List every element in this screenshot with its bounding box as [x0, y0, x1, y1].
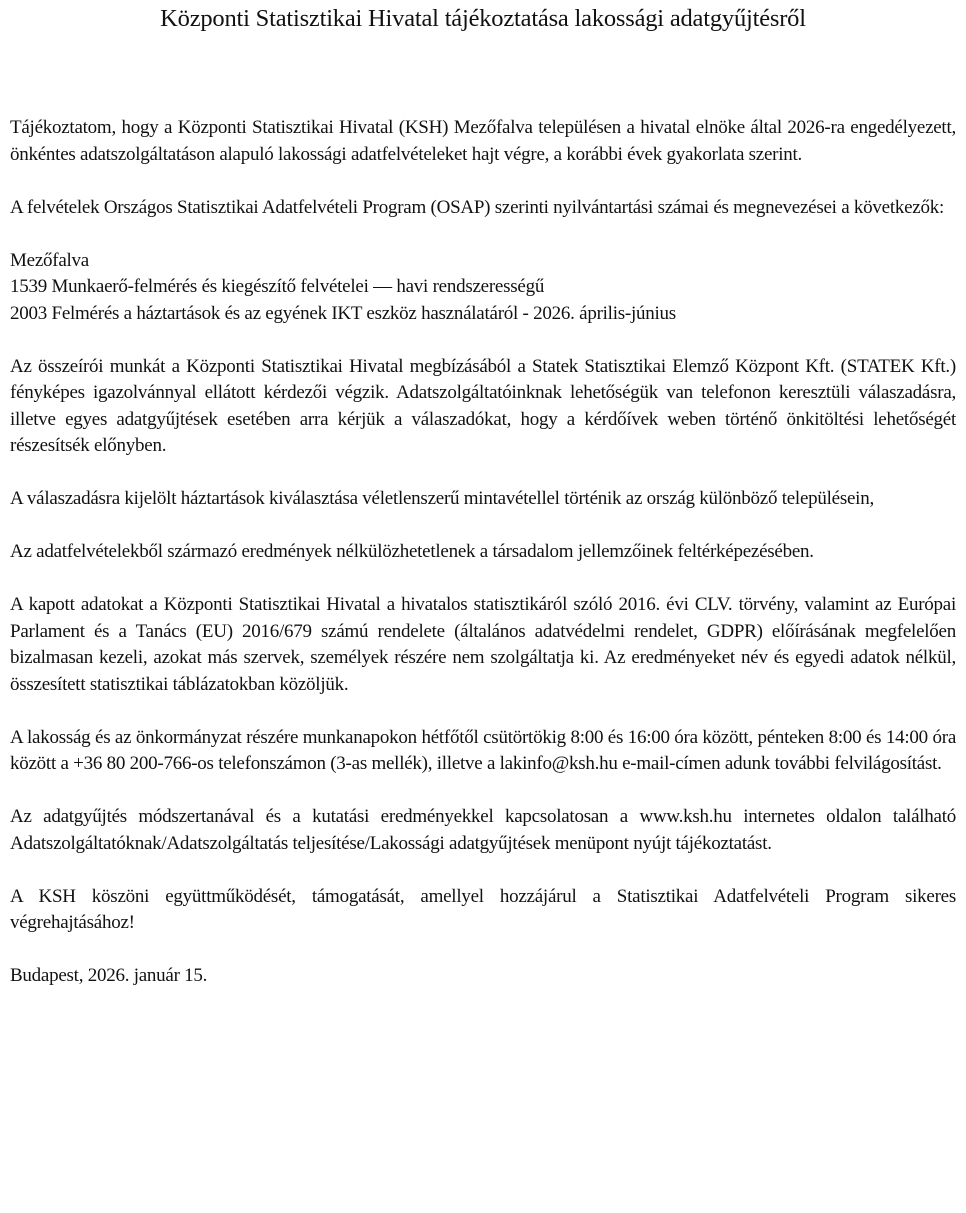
paragraph-spacer	[10, 566, 956, 593]
signature-place-date: Budapest, 2026. január 15.	[10, 965, 208, 986]
survey-list	[10, 248, 956, 328]
paragraph-spacer	[10, 168, 956, 195]
paragraph-sampling: A válaszadásra kijelölt háztartások kiválasztása véletlenszerű mintavétellel történik az ország különböző településein,	[10, 488, 874, 509]
paragraph-spacer	[10, 221, 956, 248]
survey-settlement: Mezőfalva	[10, 249, 89, 271]
survey-item: 1539 Munkaerő-felmérés és kiegészítő felvételei — havi rendszerességű	[10, 276, 545, 297]
document-title: Központi Statisztikai Hivatal tájékoztatása lakossági adatgyűjtésről	[160, 5, 806, 32]
paragraph-spacer	[10, 698, 956, 725]
paragraph-spacer	[10, 513, 956, 540]
paragraph-interviewers: Az összeírói munkát a Központi Statisztikai Hivatal megbízásából a Statek Statisztikai Elemző Központ Kft. (STATEK Kft.) fényképes igazolvánnyal ellátott kérdezői végzik. Adatszolgáltatóinknak lehetőségük van telefonon keresztüli válaszadásra, illetve egyes adatgyűjtések esetében arra kérjük a válaszadókat, hogy a kérdőívek weben történő önkitöltési lehetőségét részesítsék előnyben.	[10, 355, 956, 456]
paragraph-intro: Tájékoztatom, hogy a Központi Statisztikai Hivatal (KSH) Mezőfalva településen a hivatal elnöke által 2026-ra engedélyezett, önkéntes adatszolgáltatáson alapuló lakossági adatfelvételeket hajt végre, a korábbi évek gyakorlata szerint.	[10, 117, 956, 165]
paragraph-spacer	[10, 327, 956, 354]
paragraph-spacer	[10, 460, 956, 487]
paragraph-spacer	[10, 937, 956, 964]
paragraph-privacy: A kapott adatokat a Központi Statisztikai Hivatal a hivatalos statisztikáról szóló 2016. évi CLV. törvény, valamint az Európai Parlament és a Tanács (EU) 2016/679 számú rendelete (általános adatvédelmi rendelet, GDPR) előírásának megfelelően bizalmasan kezeli, azokat más szervek, személyek részére nem szolgáltatja ki. Az eredményeket név és egyedi adatok nélkül, összesített statisztikai táblázatokban közöljük.	[10, 594, 956, 695]
paragraph-results: Az adatfelvételekből származó eredmények nélkülözhetetlenek a társadalom jellemzőinek feltérképezésében.	[10, 541, 814, 562]
survey-item: 2003 Felmérés a háztartások és az egyének IKT eszköz használatáról - 2026. április-június	[10, 302, 676, 324]
paragraph-contact: A lakosság és az önkormányzat részére munkanapokon hétfőtől csütörtökig 8:00 és 16:00 óra között, pénteken 8:00 és 14:00 óra között a +36 80 200-766-os telefonszámon (3-as mellék), illetve a lakinfo@ksh.hu e-mail-címen adunk további felvilágosítást.	[10, 726, 956, 774]
paragraph-spacer	[10, 857, 956, 884]
paragraph-osap: A felvételek Országos Statisztikai Adatfelvételi Program (OSAP) szerinti nyilvántartási számai és megnevezései a következők:	[10, 196, 945, 218]
paragraph-thanks: A KSH köszöni együttműködését, támogatását, amellyel hozzájárul a Statisztikai Adatfelvételi Program sikeres végrehajtásához!	[10, 885, 956, 933]
paragraph-website: Az adatgyűjtés módszertanával és a kutatási eredményekkel kapcsolatosan a www.ksh.hu internetes oldalon található Adatszolgáltatóknak/Adatszolgáltatás teljesítése/Lakossági adatgyűjtések menüpont nyújt tájékoztatást.	[10, 806, 956, 854]
paragraph-spacer	[10, 778, 956, 805]
document-body	[10, 115, 956, 990]
